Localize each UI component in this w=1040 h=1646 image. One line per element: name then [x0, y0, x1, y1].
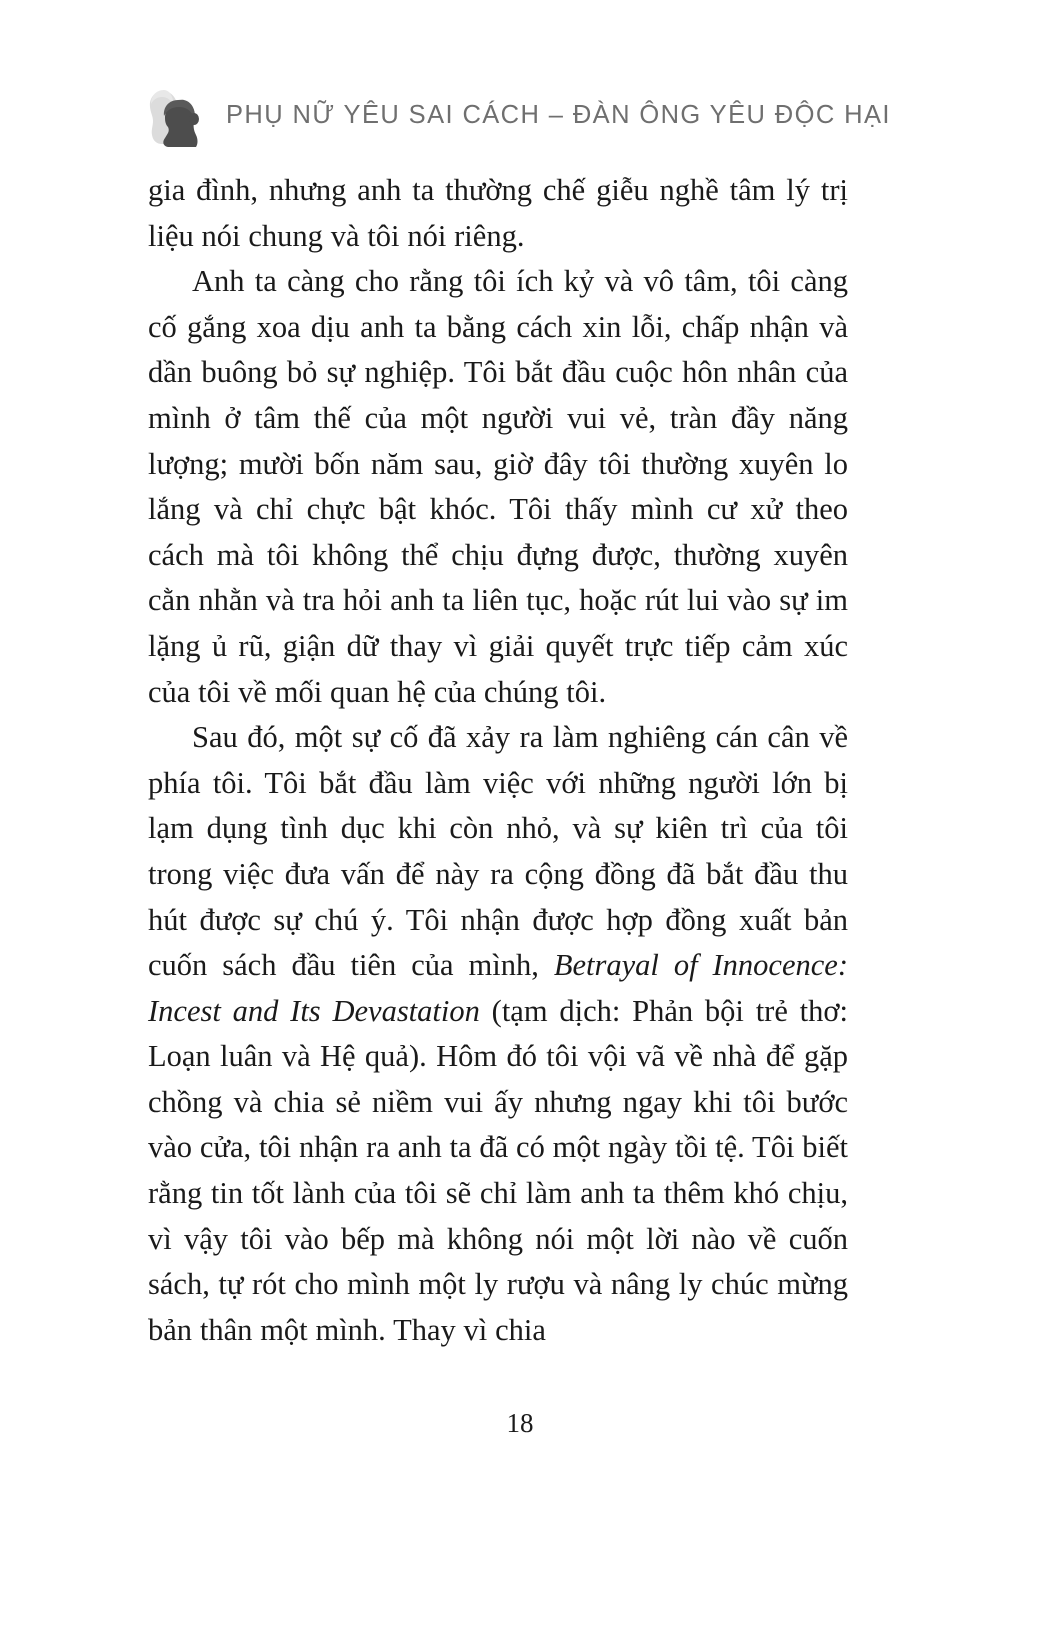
text-run: Anh ta càng cho rằng tôi ích kỷ và vô tâm, tôi càng cố gắng xoa dịu anh ta bằng cách xin lỗi, chấp nhận và dần buông bỏ sự nghiệp. Tôi bắt đầu cuộc hôn nhân của mình ở tâm thế của một người vui vẻ, tràn đầy năng lượng; mười bốn năm sau, giờ đây tôi thường xuyên lo lắng và chỉ chực bật khóc. Tôi thấy mình cư xử theo cách mà tôi không thể chịu đựng được, thường xuyên cằn nhằn và tra hỏi anh ta liên tục, hoặc rút lui vào sự im lặng ủ rũ, giận dữ thay vì giải quyết trực tiếp cảm xúc của tôi về mối quan hệ của chúng tôi. [148, 264, 848, 709]
text-run: gia đình, nhưng anh ta thường chế giễu nghề tâm lý trị liệu nói chung và tôi nói riêng. [148, 173, 848, 253]
two-head-silhouettes-icon [148, 86, 212, 148]
paragraph [148, 259, 848, 715]
paragraph [148, 168, 848, 259]
running-header [148, 86, 891, 148]
paragraph [148, 715, 848, 1353]
page-number: 18 [506, 1408, 534, 1438]
text-run: Sau đó, một sự cố đã xảy ra làm nghiêng cán cân về phía tôi. Tôi bắt đầu làm việc với những người lớn bị lạm dụng tình dục khi còn nhỏ, và sự kiên trì của tôi trong việc đưa vấn để này ra cộng đồng đã bắt đầu thu hút được sự chú ý. Tôi nhận được hợp đồng xuất bản cuốn sách đầu tiên của mình, [148, 720, 848, 983]
text-run: (tạm dịch: Phản bội trẻ thơ: Loạn luân và Hệ quả). Hôm đó tôi vội vã về nhà để gặp chồng và chia sẻ niềm vui ấy nhưng ngay khi tôi bước vào cửa, tôi nhận ra anh ta đã có một ngày tồi tệ. Tôi biết rằng tin tốt lành của tôi sẽ chỉ làm anh ta thêm khó chịu, vì vậy tôi vào bếp mà không nói một lời nào về cuốn sách, tự rót cho mình một ly rượu và nâng ly chúc mừng bản thân một mình. Thay vì chia [148, 993, 848, 1347]
header-title: PHỤ NỮ YÊU SAI CÁCH – ĐÀN ÔNG YÊU ĐỘC HẠI [226, 101, 891, 130]
book-title-italic: Betrayal of Innocence: Incest and Its Devastation [148, 948, 848, 1028]
body-text [148, 168, 848, 1353]
